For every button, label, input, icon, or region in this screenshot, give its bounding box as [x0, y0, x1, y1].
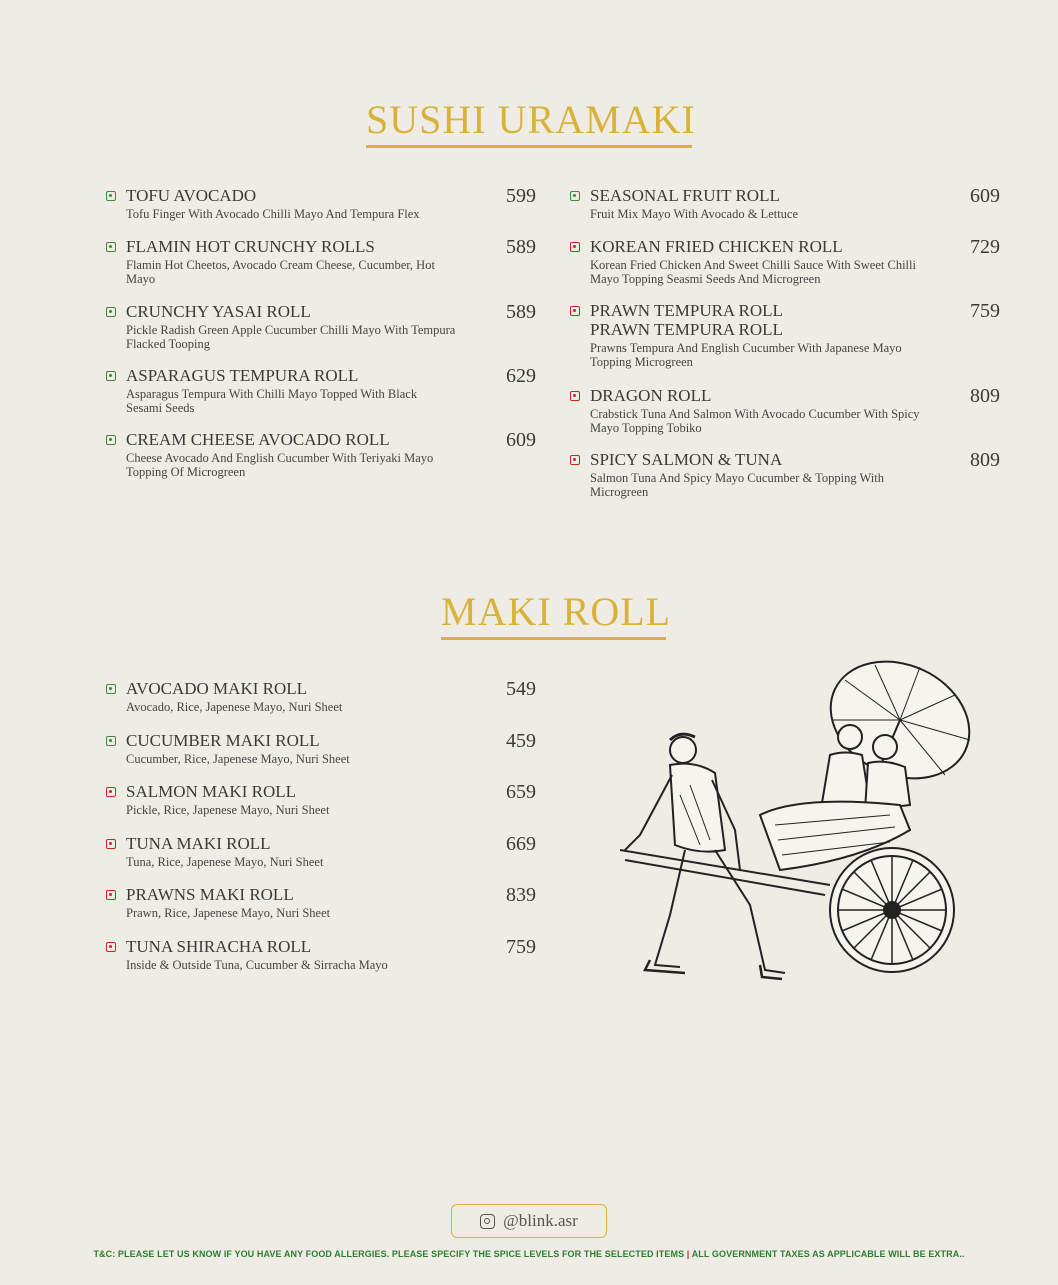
- veg-icon: [570, 191, 580, 201]
- item-price: 759: [970, 300, 1000, 322]
- veg-icon: [106, 191, 116, 201]
- item-description: Pickle Radish Green Apple Cucumber Chilli Mayo With Tempura Flacked Tooping: [126, 323, 456, 351]
- item-name: KOREAN FRIED CHICKEN ROLL: [590, 237, 843, 256]
- menu-item: [106, 366, 536, 430]
- menu-item: [106, 302, 536, 366]
- instagram-handle[interactable]: [451, 1204, 607, 1238]
- item-description: Avocado, Rice, Japenese Mayo, Nuri Sheet: [126, 700, 343, 714]
- menu-item: [570, 301, 1000, 386]
- item-name: AVOCADO MAKI ROLL: [126, 679, 308, 698]
- maki-title: MAKI ROLL: [441, 588, 666, 640]
- item-description: Asparagus Tempura With Chilli Mayo Topped With Black Sesami Seeds: [126, 387, 418, 415]
- menu-item: [106, 186, 536, 237]
- menu-item: [106, 834, 536, 886]
- item-description: Cucumber, Rice, Japenese Mayo, Nuri Sheet: [126, 751, 350, 766]
- item-description: Fruit Mix Mayo With Avocado & Lettuce: [590, 207, 799, 221]
- item-name: CREAM CHEESE AVOCADO ROLL: [126, 430, 390, 449]
- item-price: 759: [506, 935, 536, 958]
- item-price: 609: [970, 185, 1000, 207]
- item-description: Korean Fried Chicken And Sweet Chilli Sauce With Sweet Chilli Mayo Topping Seasmi Seeds And Microgreen: [590, 258, 916, 286]
- item-price: 839: [506, 884, 536, 906]
- uramaki-left-column: [106, 186, 536, 479]
- item-price: 459: [506, 729, 536, 752]
- nonveg-icon: [106, 787, 116, 797]
- item-name: TOFU AVOCADO: [126, 186, 257, 205]
- item-description: Flamin Hot Cheetos, Avocado Cream Cheese, Cucumber, Hot Mayo: [126, 258, 435, 286]
- menu-item: [106, 430, 536, 479]
- menu-item: [106, 237, 536, 302]
- item-description: Prawns Tempura And English Cucumber With Japanese Mayo Topping Microgreen: [590, 341, 902, 369]
- item-price: 549: [506, 678, 536, 700]
- item-price: 629: [506, 365, 536, 387]
- nonveg-icon: [570, 455, 580, 465]
- item-price: 609: [506, 429, 536, 451]
- item-name: SALMON MAKI ROLL: [126, 782, 296, 801]
- menu-item: [106, 679, 536, 731]
- item-name: PRAWN TEMPURA ROLL PRAWN TEMPURA ROLL: [590, 301, 783, 339]
- veg-icon: [106, 736, 116, 746]
- veg-icon: [106, 307, 116, 317]
- menu-item: [106, 885, 536, 937]
- nonveg-icon: [570, 391, 580, 401]
- menu-item: [570, 450, 1000, 499]
- nonveg-icon: [570, 306, 580, 316]
- item-name: ASPARAGUS TEMPURA ROLL: [126, 366, 359, 385]
- item-price: 729: [970, 236, 1000, 258]
- item-name: CRUNCHY YASAI ROLL: [126, 302, 311, 321]
- terms-text-b: ALL GOVERNMENT TAXES AS APPLICABLE WILL BE EXTRA..: [691, 1249, 965, 1259]
- nonveg-icon: [106, 839, 116, 849]
- item-description: Tofu Finger With Avocado Chilli Mayo And Tempura Flex: [126, 207, 420, 221]
- maki-column: [106, 679, 536, 972]
- rickshaw-illustration: [600, 655, 980, 1000]
- veg-icon: [106, 435, 116, 445]
- item-description: Salmon Tuna And Spicy Mayo Cucumber & Topping With Microgreen: [590, 471, 885, 499]
- item-name: CUCUMBER MAKI ROLL: [126, 730, 320, 750]
- veg-icon: [106, 684, 116, 694]
- terms-text-a: T&C: PLEASE LET US KNOW IF YOU HAVE ANY FOOD ALLERGIES. PLEASE SPECIFY THE SPICE LEVELS FOR THE SELECTED ITEMS: [93, 1249, 685, 1259]
- nonveg-icon: [106, 890, 116, 900]
- item-name: TUNA SHIRACHA ROLL: [126, 936, 312, 956]
- item-description: Prawn, Rice, Japenese Mayo, Nuri Sheet: [126, 906, 331, 920]
- menu-item: [570, 237, 1000, 301]
- menu-item: [106, 782, 536, 834]
- item-description: Tuna, Rice, Japenese Mayo, Nuri Sheet: [126, 854, 324, 869]
- instagram-label: @blink.asr: [503, 1211, 578, 1230]
- item-name: DRAGON ROLL: [590, 386, 712, 405]
- nonveg-icon: [106, 942, 116, 952]
- item-price: 589: [506, 236, 536, 258]
- menu-item: [570, 186, 1000, 237]
- item-name: SPICY SALMON & TUNA: [590, 450, 783, 469]
- veg-icon: [106, 371, 116, 381]
- item-price: 809: [970, 385, 1000, 407]
- nonveg-icon: [570, 242, 580, 252]
- item-description: Inside & Outside Tuna, Cucumber & Sirracha Mayo: [126, 957, 388, 972]
- uramaki-title: SUSHI URAMAKI: [366, 96, 692, 148]
- item-description: Pickle, Rice, Japenese Mayo, Nuri Sheet: [126, 803, 330, 817]
- menu-item: [106, 731, 536, 783]
- instagram-icon: [480, 1214, 495, 1229]
- terms-and-conditions: [0, 1249, 1058, 1259]
- item-description: Crabstick Tuna And Salmon With Avocado Cucumber With Spicy Mayo Topping Tobiko: [590, 407, 920, 435]
- menu-item: [106, 937, 536, 972]
- item-description: Cheese Avocado And English Cucumber With Teriyaki Mayo Topping Of Microgreen: [126, 451, 434, 479]
- item-name: SEASONAL FRUIT ROLL: [590, 186, 780, 205]
- uramaki-right-column: [570, 186, 1000, 499]
- terms-separator: |: [686, 1249, 690, 1259]
- item-price: 659: [506, 781, 536, 803]
- item-price: 809: [970, 449, 1000, 471]
- item-price: 669: [506, 832, 536, 855]
- item-price: 599: [506, 185, 536, 207]
- item-name: FLAMIN HOT CRUNCHY ROLLS: [126, 237, 375, 256]
- item-name: TUNA MAKI ROLL: [126, 833, 271, 853]
- item-price: 589: [506, 301, 536, 323]
- menu-item: [570, 386, 1000, 450]
- item-name: PRAWNS MAKI ROLL: [126, 885, 294, 904]
- veg-icon: [106, 242, 116, 252]
